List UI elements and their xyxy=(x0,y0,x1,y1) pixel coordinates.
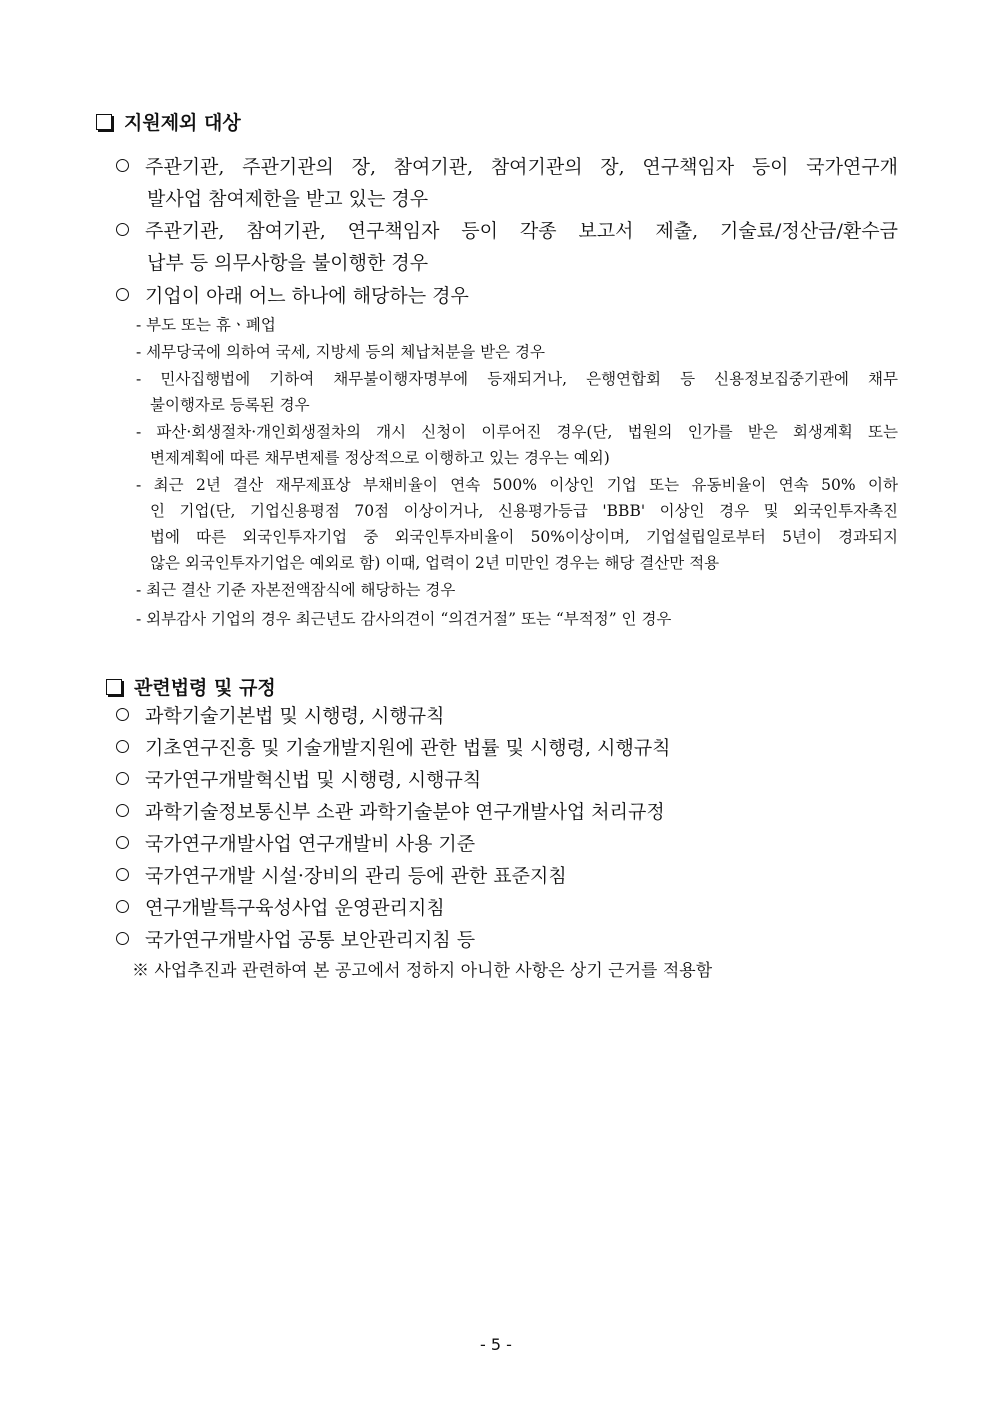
bullet-text: 연구개발특구육성사업 운영관리지침 xyxy=(145,897,445,919)
bullet-item xyxy=(116,924,475,956)
bullet-item xyxy=(116,280,469,312)
dash-continuation: 불이행자로 등록된 경우 xyxy=(150,396,310,414)
circle-bullet-icon xyxy=(116,223,129,236)
reference-note: ※ 사업추진과 관련하여 본 공고에서 정하지 아니한 사항은 상기 근거를 적용함 xyxy=(132,961,713,981)
dash-item: - 민사집행법에 기하여 채무불이행자명부에 등재되거나, 은행연합회 등 신용정보집중기관에 채무 xyxy=(136,370,898,388)
section-heading-text: 지원제외 대상 xyxy=(124,112,241,134)
bullet-item xyxy=(116,796,665,828)
section-heading-text: 관련법령 및 규정 xyxy=(134,677,276,699)
circle-bullet-icon xyxy=(116,740,129,753)
bullet-item xyxy=(116,892,445,924)
dash-item: - 세무당국에 의하여 국세, 지방세 등의 체납처분을 받은 경우 xyxy=(136,343,545,361)
circle-bullet-icon xyxy=(116,836,129,849)
bullet-item xyxy=(116,700,444,732)
circle-bullet-icon xyxy=(116,900,129,913)
bullet-text: 과학기술기본법 및 시행령, 시행규칙 xyxy=(145,705,445,727)
checkbox-icon xyxy=(96,114,112,130)
bullet-item xyxy=(116,151,898,183)
bullet-text: 국가연구개발사업 연구개발비 사용 기준 xyxy=(145,833,476,855)
dash-item: - 최근 결산 기준 자본전액잠식에 해당하는 경우 xyxy=(136,581,456,599)
checkbox-icon xyxy=(106,679,122,695)
section-heading-exclusion xyxy=(96,108,241,135)
bullet-text: 국가연구개발사업 공통 보안관리지침 등 xyxy=(145,929,476,951)
page-number: - 5 - xyxy=(480,1335,512,1354)
bullet-text: 주관기관, 주관기관의 장, 참여기관, 참여기관의 장, 연구책임자 등이 국가연구개 xyxy=(145,156,898,178)
circle-bullet-icon xyxy=(116,288,129,301)
bullet-continuation: 납부 등 의무사항을 불이행한 경우 xyxy=(147,252,429,274)
dash-continuation: 법에 따른 외국인투자기업 중 외국인투자비율이 50%이상이며, 기업설립일로부터 5년이 경과되지 xyxy=(150,528,898,546)
bullet-item xyxy=(116,764,481,796)
circle-bullet-icon xyxy=(116,804,129,817)
bullet-text: 국가연구개발 시설·장비의 관리 등에 관한 표준지침 xyxy=(145,865,567,887)
bullet-item xyxy=(116,215,898,247)
bullet-text: 기초연구진흥 및 기술개발지원에 관한 법률 및 시행령, 시행규칙 xyxy=(145,737,671,759)
circle-bullet-icon xyxy=(116,868,129,881)
dash-item: - 부도 또는 휴ㆍ폐업 xyxy=(136,316,276,334)
bullet-text: 기업이 아래 어느 하나에 해당하는 경우 xyxy=(145,285,469,307)
dash-item: - 외부감사 기업의 경우 최근년도 감사의견이 “의견거절” 또는 “부적정” 인 경우 xyxy=(136,610,672,628)
bullet-item xyxy=(116,732,671,764)
bullet-item xyxy=(116,860,567,892)
dash-continuation: 인 기업(단, 기업신용평점 70점 이상이거나, 신용평가등급 'BBB' 이상인 경우 및 외국인투자촉진 xyxy=(150,502,898,520)
dash-continuation: 변제계획에 따른 채무변제를 정상적으로 이행하고 있는 경우는 예외) xyxy=(150,449,610,467)
dash-item: - 파산·회생절차·개인회생절차의 개시 신청이 이루어진 경우(단, 법원의 인가를 받은 회생계획 또는 xyxy=(136,423,898,441)
bullet-continuation: 발사업 참여제한을 받고 있는 경우 xyxy=(147,188,429,210)
bullet-text: 과학기술정보통신부 소관 과학기술분야 연구개발사업 처리규정 xyxy=(145,801,665,823)
dash-item: - 최근 2년 결산 재무제표상 부채비율이 연속 500% 이상인 기업 또는 유동비율이 연속 50% 이하 xyxy=(136,476,898,494)
bullet-text: 국가연구개발혁신법 및 시행령, 시행규칙 xyxy=(145,769,482,791)
dash-continuation: 않은 외국인투자기업은 예외로 함) 이때, 업력이 2년 미만인 경우는 해당 결산만 적용 xyxy=(150,554,720,572)
circle-bullet-icon xyxy=(116,772,129,785)
bullet-text: 주관기관, 참여기관, 연구책임자 등이 각종 보고서 제출, 기술료/정산금/환수금 xyxy=(145,220,898,242)
circle-bullet-icon xyxy=(116,708,129,721)
bullet-item xyxy=(116,828,475,860)
section-heading-regulations xyxy=(106,673,276,700)
circle-bullet-icon xyxy=(116,159,129,172)
circle-bullet-icon xyxy=(116,932,129,945)
